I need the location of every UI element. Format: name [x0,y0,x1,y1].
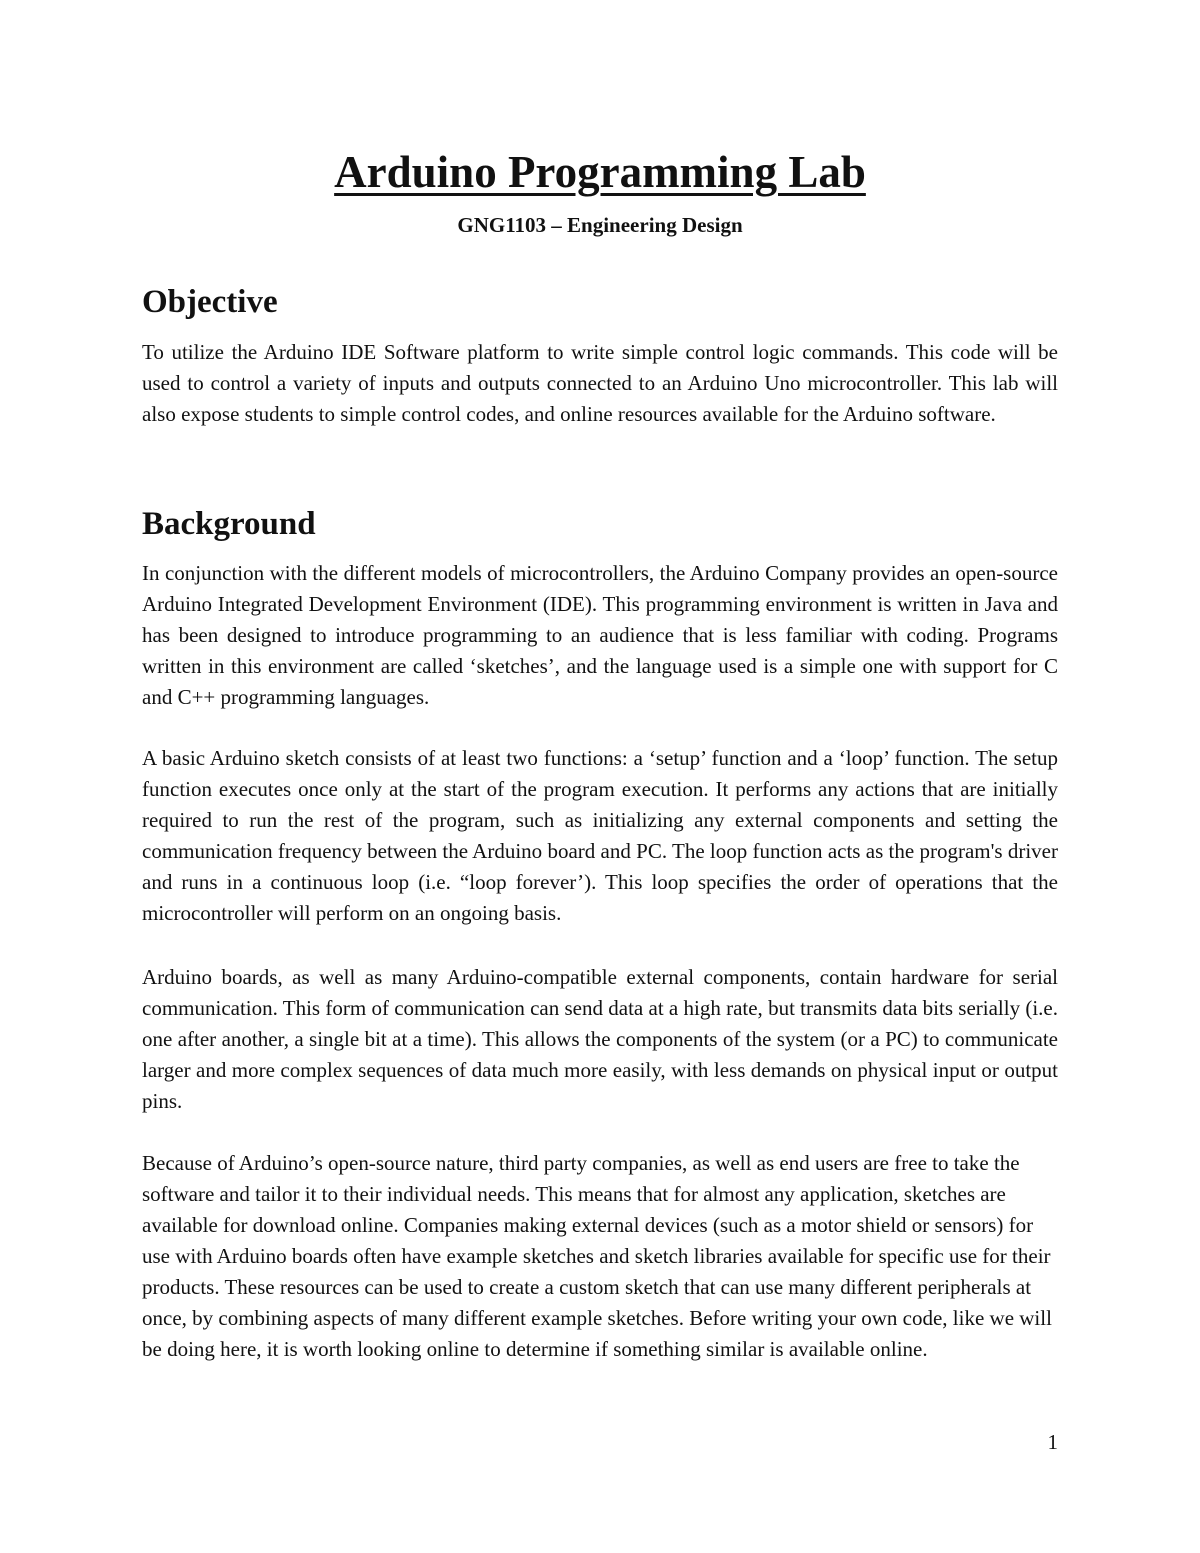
document-title: Arduino Programming Lab [334,147,866,197]
page-number: 1 [1047,1430,1058,1454]
objective-paragraph: To utilize the Arduino IDE Software platform to write simple control logic commands. This code will be used to control a variety of inputs and outputs connected to an Arduino Uno microcontroller. This lab will also expose students to simple control codes, and online resources available for the Arduino software. [142,340,1058,426]
background-paragraph-2: A basic Arduino sketch consists of at least two functions: a ‘setup’ function and a ‘loop’ function. The setup function executes once only at the start of the program execution. It performs any actions that are initially required to run the rest of the program, such as initializing any external components and setting the communication frequency between the Arduino board and PC. The loop function acts as the program's driver and runs in a continuous loop (i.e. “loop forever’). This loop specifies the order of operations that the microcontroller will perform on an ongoing basis. [142,746,1058,925]
background-paragraph-1: In conjunction with the different models of microcontrollers, the Arduino Company provides an open-source Arduino Integrated Development Environment (IDE). This programming environment is written in Java and has been designed to introduce programming to an audience that is less familiar with coding. Programs written in this environment are called ‘sketches’, and the language used is a simple one with support for C and C++ programming languages. [142,561,1058,709]
document-subtitle: GNG1103 – Engineering Design [457,213,743,237]
background-heading: Background [142,506,316,542]
objective-heading: Objective [142,284,278,320]
background-paragraph-3: Arduino boards, as well as many Arduino-compatible external components, contain hardware for serial communication. This form of communication can send data at a high rate, but transmits data bits serially (i.e. one after another, a single bit at a time). This allows the components of the system (or a PC) to communicate larger and more complex sequences of data much more easily, with less demands on physical input or output pins. [142,965,1058,1113]
background-paragraph-4: Because of Arduino’s open-source nature, third party companies, as well as end users are free to take the software and tailor it to their individual needs. This means that for almost any application, sketches are available for download online. Companies making external devices (such as a motor shield or sensors) for use with Arduino boards often have example sketches and sketch libraries available for specific use for their products. These resources can be used to create a custom sketch that can use many different peripherals at once, by combining aspects of many different example sketches. Before writing your own code, like we will be doing here, it is worth looking online to determine if something similar is available online. [142,1151,1052,1361]
